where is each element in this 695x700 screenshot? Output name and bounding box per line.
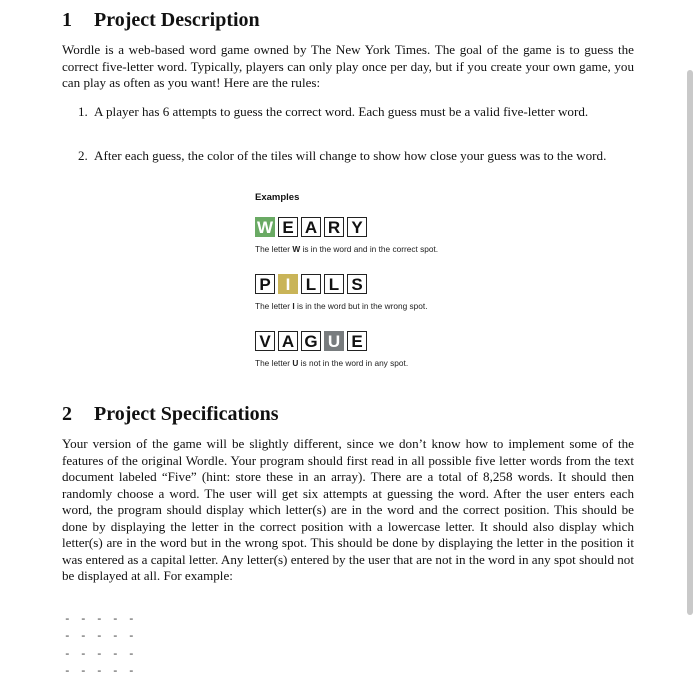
rule-2-number: 2. xyxy=(78,148,88,163)
caption-letter: U xyxy=(292,358,299,368)
letter-tile: E xyxy=(278,217,298,237)
caption-text: The letter xyxy=(255,358,293,368)
example-pills xyxy=(255,274,428,311)
blank-slot: - xyxy=(96,631,103,644)
blank-slot: - xyxy=(128,648,135,661)
letter-tile: S xyxy=(347,274,367,294)
rule-item-1 xyxy=(78,104,634,121)
intro-paragraph: Wordle is a web-based word game owned by The New York Times. The goal of the game is to guess the correct five-letter word. Typically, players can only play once per day, but if you create your own game, you can play as often as you want! Here are the rules: xyxy=(62,42,634,90)
rule-2-text: After each guess, the color of the tiles will change to show how close your guess was to the word. xyxy=(94,148,607,163)
examples-figure xyxy=(255,192,515,368)
caption-letter: W xyxy=(292,244,301,254)
blank-slot: - xyxy=(80,613,87,626)
blank-slot: - xyxy=(64,648,71,661)
caption-text: The letter xyxy=(255,244,293,254)
section-2-heading xyxy=(62,402,279,426)
letter-tile: A xyxy=(278,331,298,351)
blank-slot: - xyxy=(80,631,87,644)
blank-slot: - xyxy=(112,613,119,626)
letter-tile: L xyxy=(301,274,321,294)
letter-tile: U xyxy=(324,331,344,351)
blank-slot: - xyxy=(64,666,71,679)
section-1-heading xyxy=(62,8,260,32)
examples-heading: Examples xyxy=(255,192,300,203)
caption-letter: I xyxy=(292,301,295,311)
example-caption xyxy=(255,244,438,254)
letter-tile: P xyxy=(255,274,275,294)
caption-text: is in the word but in the wrong spot. xyxy=(294,301,428,311)
blank-slot: - xyxy=(128,613,135,626)
tile-row xyxy=(255,331,408,351)
blank-slot: - xyxy=(112,631,119,644)
rule-1-number: 1. xyxy=(78,104,88,119)
letter-tile: R xyxy=(324,217,344,237)
example-caption xyxy=(255,301,428,311)
tile-row xyxy=(255,274,428,294)
blank-slot: - xyxy=(80,648,87,661)
letter-tile: Y xyxy=(347,217,367,237)
rule-item-2 xyxy=(78,148,634,165)
blank-slot: - xyxy=(96,648,103,661)
blank-slot: - xyxy=(80,666,87,679)
letter-tile: L xyxy=(324,274,344,294)
caption-text: is in the word and in the correct spot. xyxy=(300,244,439,254)
letter-tile: A xyxy=(301,217,321,237)
blank-slot: - xyxy=(96,666,103,679)
rule-1-text: A player has 6 attempts to guess the correct word. Each guess must be a valid five-letter word. xyxy=(94,104,589,119)
letter-tile: I xyxy=(278,274,298,294)
blank-slot: - xyxy=(96,613,103,626)
example-weary xyxy=(255,217,438,254)
letter-tile: W xyxy=(256,217,274,237)
blank-slot: - xyxy=(128,631,135,644)
output-row xyxy=(64,629,133,647)
section-1-number: 1 xyxy=(62,9,72,31)
output-row xyxy=(64,611,133,629)
caption-text: The letter xyxy=(255,301,293,311)
letter-tile: V xyxy=(255,331,275,351)
caption-text: is not in the word in any spot. xyxy=(298,358,409,368)
section-2-title: Project Specifications xyxy=(94,403,279,425)
letter-tile: E xyxy=(347,331,367,351)
example-caption xyxy=(255,358,408,368)
blank-slot: - xyxy=(112,666,119,679)
blank-slot: - xyxy=(112,648,119,661)
letter-tile: G xyxy=(301,331,321,351)
blank-slot: - xyxy=(64,613,71,626)
example-vague xyxy=(255,331,408,368)
example-output xyxy=(64,611,133,681)
specifications-paragraph: Your version of the game will be slightly different, since we don’t know how to implement some of the features of the original Wordle. Your program should first read in all possible five letter words from the text document labeled “Five” (hint: store these in an array). There are a total of 8,258 words. It should then randomly choose a word. The user will get six attempts at guessing the word. After the user enters each word, the program should display which letter(s) are in the word and the correct position. This should be done by displaying the letter in the correct position with a lowercase letter. It should also display which letter(s) are in the word but in the wrong spot. This should be done by displaying the letter in the position it was entered as a capital letter. Any letter(s) entered by the user that are not in the word in any spot should not be displayed at all. For example: xyxy=(62,436,634,583)
output-row xyxy=(64,664,133,682)
blank-slot: - xyxy=(64,631,71,644)
blank-slot: - xyxy=(128,666,135,679)
output-row xyxy=(64,646,133,664)
section-2-number: 2 xyxy=(62,403,72,425)
tile-row xyxy=(255,217,438,237)
section-1-title: Project Description xyxy=(94,9,260,31)
vertical-scrollbar[interactable] xyxy=(687,70,693,615)
